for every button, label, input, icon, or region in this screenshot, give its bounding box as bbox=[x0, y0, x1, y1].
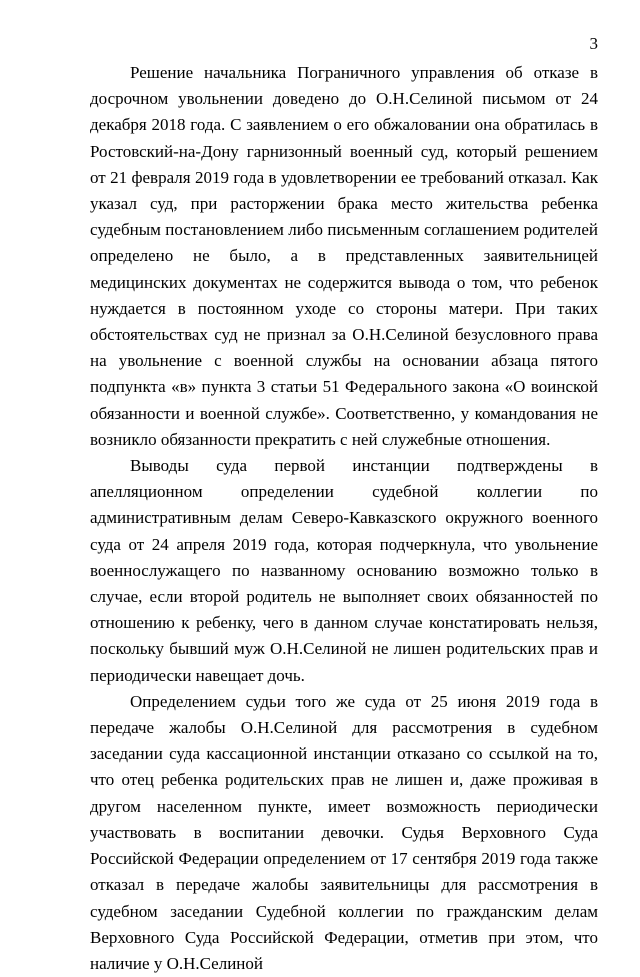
page-number: 3 bbox=[589, 34, 598, 53]
paragraph-dismissal-refusal: Решение начальника Пограничного управления об отказе в досрочном увольнении доведено до О.Н.Селиной письмом от 24 декабря 2018 года. С заявлением о его обжаловании она обратилась в Ростовский-на-Дону гарнизонный военный суд, который решением от 21 февраля 2019 года в удовлетворении ее требований отказал. Как указал суд, при расторжении брака место жительства ребенка судебным постановлением либо письменным соглашением родителей определено не было, а в представленных заявительницей медицинских документах не содержится вывода о том, что ребенок нуждается в постоянном уходе со стороны матери. При таких обстоятельствах суд не признал за О.Н.Селиной безусловного права на увольнение с военной службы на основании абзаца пятого подпункта «в» пункта 3 статьи 51 Федерального закона «О воинской обязанности и военной службе». Соответственно, у командования не возникло обязанности прекратить с ней служебные отношения. bbox=[90, 63, 598, 449]
document-body bbox=[90, 60, 598, 977]
paragraph-cassation-refusal: Определением судьи того же суда от 25 июня 2019 года в передаче жалобы О.Н.Селиной для рассмотрения в судебном заседании суда кассационной инстанции отказано со ссылкой на то, что отец ребенка родительских прав не лишен и, даже проживая в другом населенном пункте, имеет возможность периодически участвовать в воспитании девочки. Судья Верховного Суда Российской Федерации определением от 17 сентября 2019 года также отказал в передаче жалобы заявительницы для рассмотрения в судебном заседании Судебной коллегии по гражданским делам Верховного Суда Российской Федерации, отметив при этом, что наличие у О.Н.Селиной bbox=[90, 691, 598, 973]
paragraph-appeal-ruling: Выводы суда первой инстанции подтверждены в апелляционном определении судебной коллегии по административным делам Северо-Кавказского окружного военного суда от 24 апреля 2019 года, которая подчеркнула, что увольнение военнослужащего по названному основанию возможно только в случае, если второй родитель не выполняет своих обязанностей по отношению к ребенку, чего в данном случае констатировать нельзя, поскольку бывший муж О.Н.Селиной не лишен родительских прав и периодически навещает дочь. bbox=[90, 456, 598, 685]
